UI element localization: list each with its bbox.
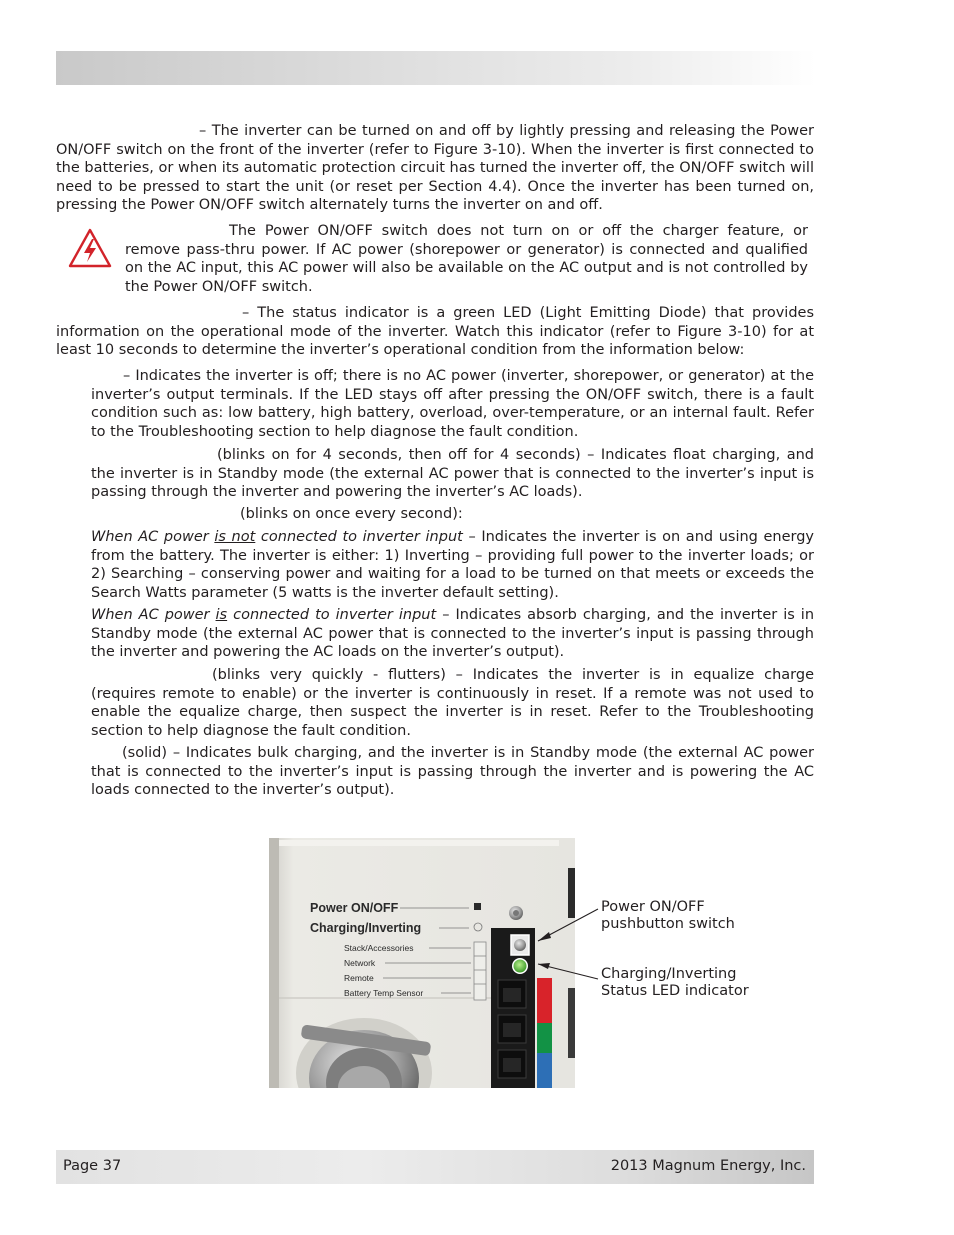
led-solid-paragraph: (solid) – Indicates bulk charging, and the inverter is in Standby mode (the external AC power that is connected to the inverter’s input is passing through the inverter and is powering the AC loads connected to the inverter’s output). [91, 745, 814, 799]
callout-arrows [530, 905, 610, 985]
page-number: Page 37 [63, 1158, 122, 1174]
led-flutter-paragraph: (blinks very quickly - flutters) – Indicates the inverter is in equalize charge (requires remote to enable) or the inverter is continuously in reset. If a remote was not used to enable the equalize charge, then suspect the inverter is in reset. Refer to the Troubleshooting section to help diagnose the fault condition. [91, 667, 814, 739]
panel-label-remote: Remote [344, 973, 374, 983]
power-switch-paragraph: – The inverter can be turned on and off by lightly pressing and releasing the Power ON/OFF switch on the front of the inverter (refer to Figure 3-10). When the inverter is first connected to the batteries, or when its automatic protection circuit has turned the inverter off, the ON/OFF switch will need to be pressed to start the unit (or reset per Section 4.4). Once the inverter has been turned on, pressing the Power ON/OFF switch alternately turns the inverter on and off. [56, 123, 814, 214]
status-indicator-paragraph: – The status indicator is a green LED (Light Emitting Diode) that provides information on the operational mode of the inverter. Watch this indicator (refer to Figure 3-10) for at least 10 seconds to determine the inverter’s operational condition from the information below: [56, 305, 814, 359]
led-blink-second-paragraph: (blinks on once every second): [240, 506, 463, 522]
led-slow-blink-paragraph: (blinks on for 4 seconds, then off for 4 seconds) – Indicates float charging, and the inverter is in Standby mode (the external AC power that is connected to the inverter’s input is passing through the inverter and powering the inverter’s AC loads). [91, 447, 814, 501]
electrical-hazard-icon [68, 228, 112, 268]
ac-connected-paragraph: When AC power is connected to inverter input – Indicates absorb charging, and the inverter is in Standby mode (the external AC power that is connected to the inverter’s input is passing through the inverter and powering the AC loads on the inverter’s output). [91, 607, 815, 661]
callout-status-led: Charging/Inverting Status LED indicator [601, 966, 749, 999]
ac-not-connected-paragraph: When AC power is not connected to inverter input – Indicates the inverter is on and using energy from the battery. The inverter is either: 1) Inverting – providing full power to the inverter loads; or 2) Searching – conserving power and waiting for a load to be turned on that meets or exceeds the Search Watts parameter (5 watts is the inverter default setting). [91, 529, 815, 601]
callout-power-switch: Power ON/OFF pushbutton switch [601, 899, 735, 932]
panel-label-charging: Charging/Inverting [310, 921, 422, 935]
footer-copyright: 2013 Magnum Energy, Inc. [610, 1158, 806, 1174]
panel-label-power: Power ON/OFF [310, 901, 399, 915]
warning-paragraph: The Power ON/OFF switch does not turn on or off the charger feature, or remove pass-thru power. If AC power (shorepower or generator) is connected and qualified on the AC input, this AC power will also be available on the AC output and is not controlled by the Power ON/OFF switch. [125, 223, 808, 295]
header-bar [56, 51, 816, 85]
led-off-paragraph: – Indicates the inverter is off; there is no AC power (inverter, shorepower, or generator) at the inverter’s output terminals. If the LED stays off after pressing the ON/OFF switch, there is a fault condition such as: low battery, high battery, overload, over-temperature, or an internal fault. Refer to the Troubleshooting section to help diagnose the fault condition. [91, 368, 814, 440]
panel-label-network: Network [344, 958, 376, 968]
panel-label-stack: Stack/Accessories [344, 943, 414, 953]
panel-label-battery-temp: Battery Temp Sensor [344, 988, 424, 998]
